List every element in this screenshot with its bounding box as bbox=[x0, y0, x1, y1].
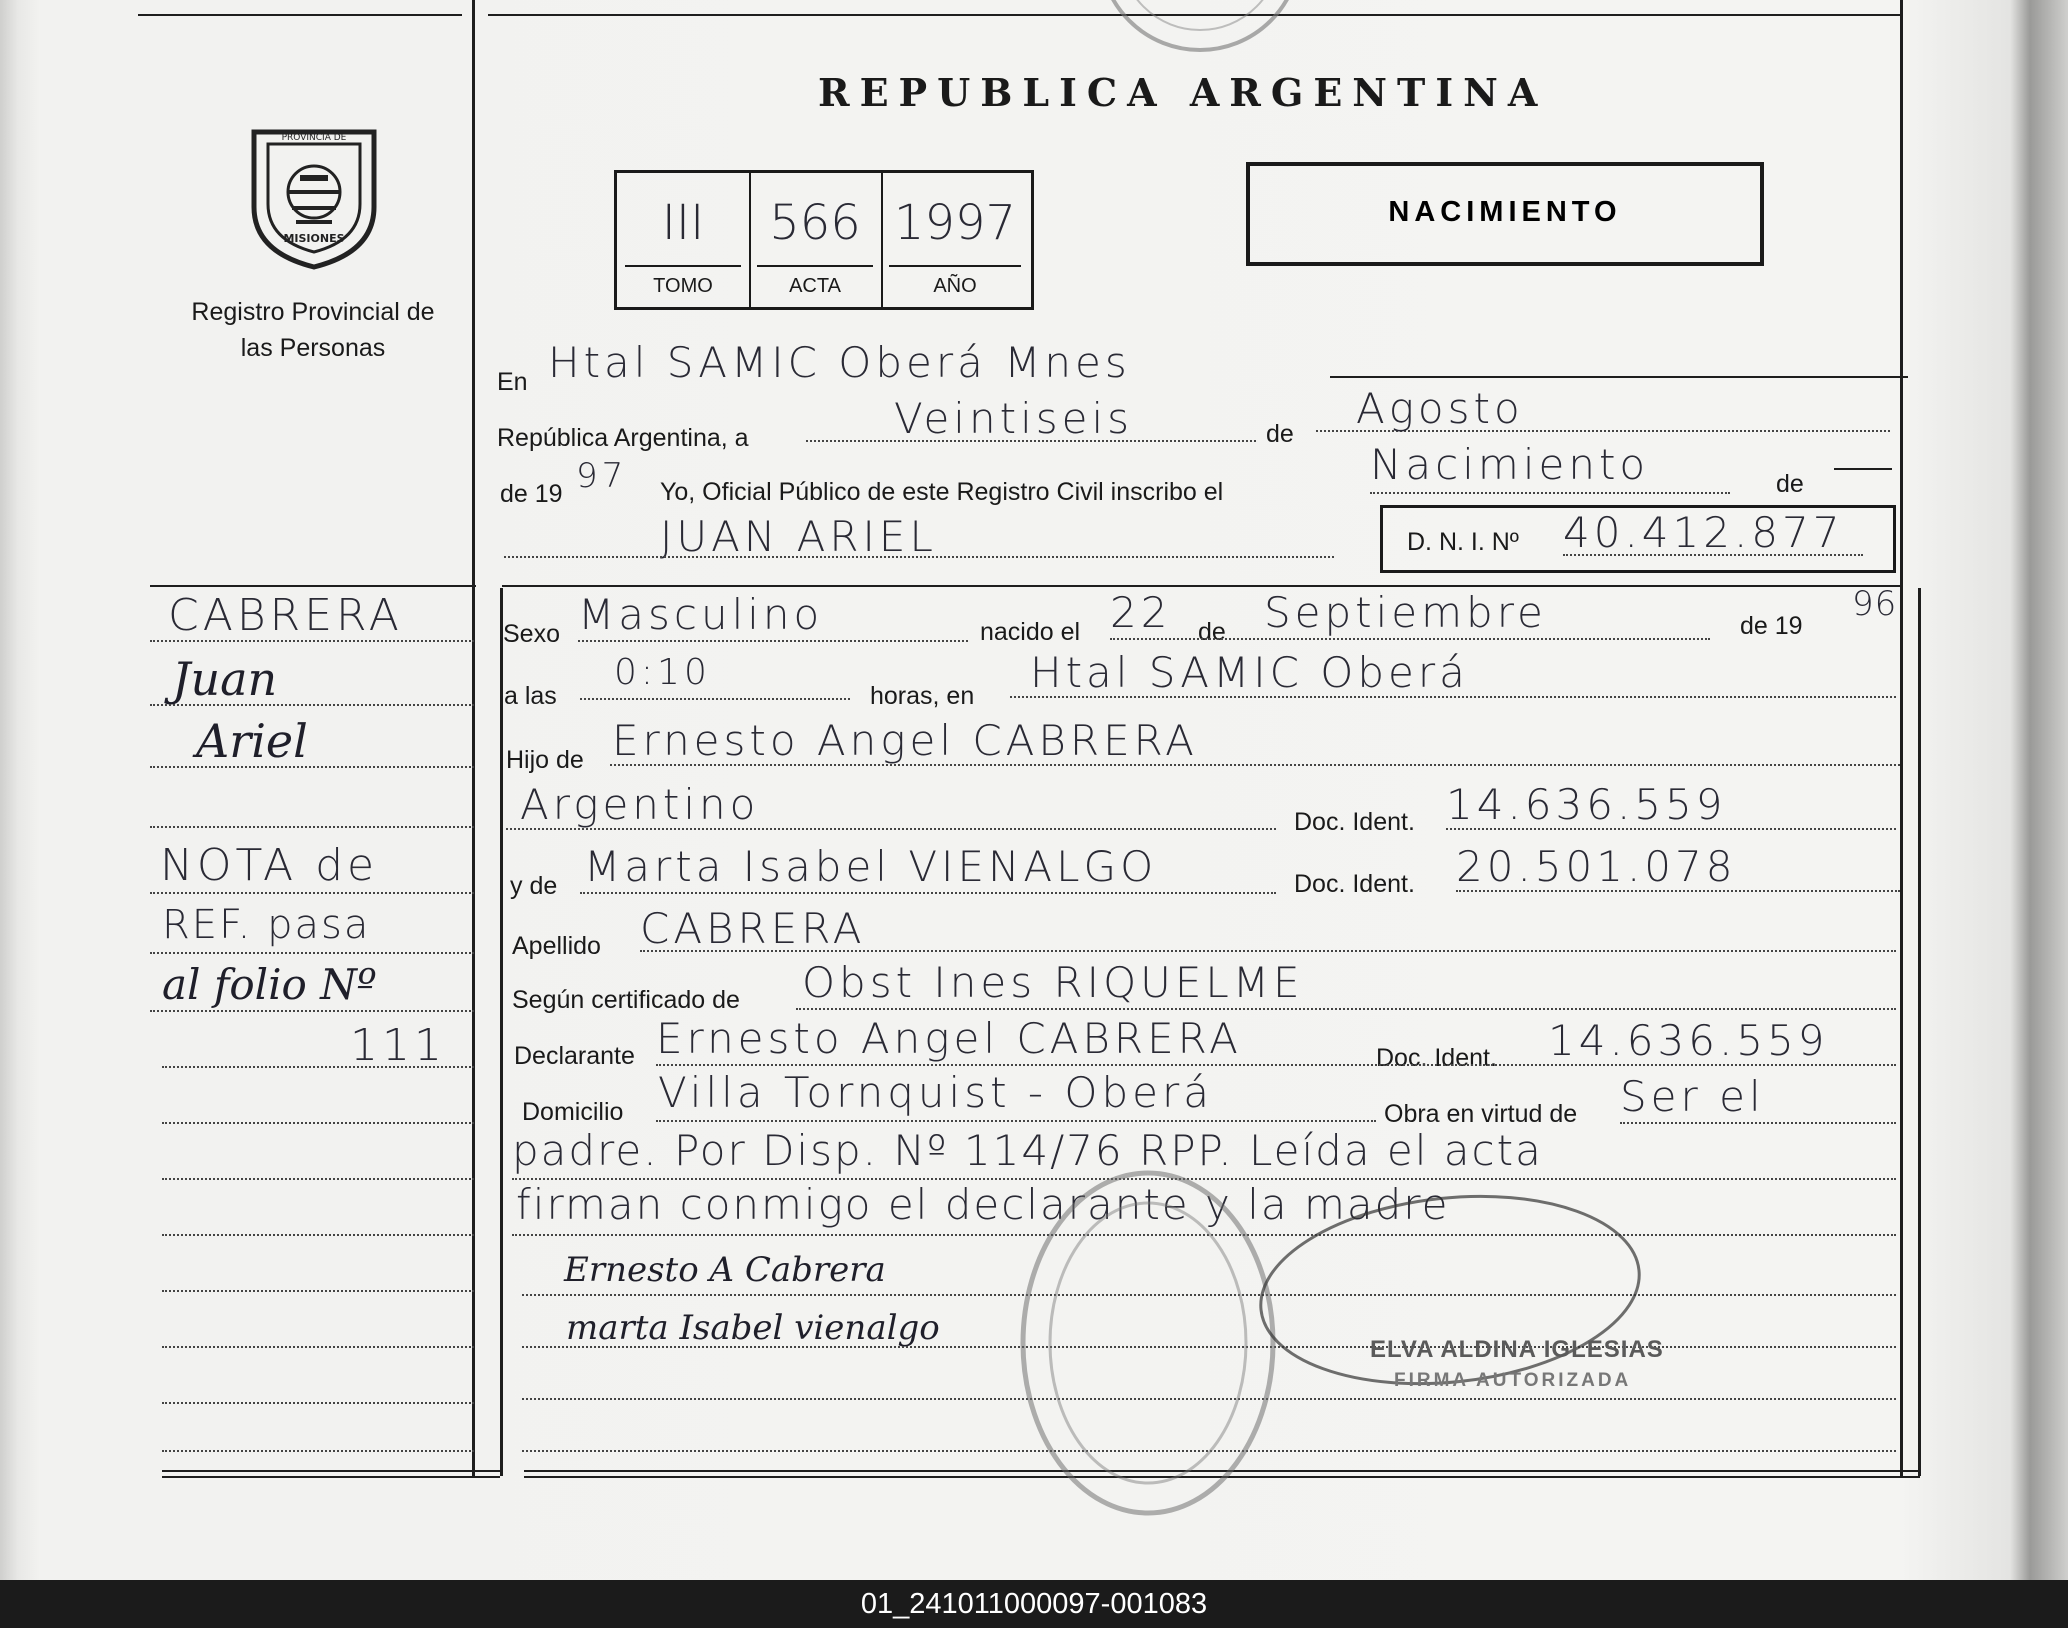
margin-note-4: 111 bbox=[350, 1020, 446, 1071]
stamp-role: FIRMA AUTORIZADA bbox=[1394, 1370, 1632, 1391]
acta-value: 566 bbox=[769, 195, 861, 251]
dots-nacimiento bbox=[1110, 638, 1710, 640]
volume-box bbox=[614, 170, 1034, 310]
dots-sexo bbox=[578, 640, 968, 642]
dots-madre-doc bbox=[1456, 890, 1900, 892]
dots-madre bbox=[580, 892, 1276, 894]
value-madre: Marta Isabel VIENALGO bbox=[584, 842, 1158, 891]
label-nacido-el: nacido el bbox=[980, 618, 1081, 646]
anio-label: AÑO bbox=[933, 275, 977, 297]
value-texto-2: firman conmigo el declarante y la madre bbox=[516, 1180, 1450, 1229]
country-title: REPUBLICA ARGENTINA bbox=[818, 70, 1548, 115]
line-lugar bbox=[1330, 376, 1908, 378]
anio-cell bbox=[881, 173, 1029, 307]
value-declarante: Ernesto Angel CABRERA bbox=[656, 1014, 1242, 1063]
tomo-cell bbox=[617, 173, 751, 307]
value-domicilio: Villa Tornquist - Oberá bbox=[658, 1068, 1213, 1117]
acta-underline bbox=[757, 265, 873, 267]
value-mes-inscripcion: Agosto bbox=[1356, 384, 1524, 433]
label-sexo: Sexo bbox=[503, 620, 560, 648]
value-madre-doc: 20.501.078 bbox=[1456, 842, 1737, 891]
value-declarante-doc: 14.636.559 bbox=[1548, 1016, 1829, 1065]
dots-hora bbox=[580, 698, 850, 700]
value-hora: 0:10 bbox=[614, 652, 711, 693]
acta-label: ACTA bbox=[789, 275, 841, 297]
value-apellido: CABRERA bbox=[640, 904, 866, 953]
dots-certificado bbox=[796, 1008, 1896, 1010]
label-doc-ident-3: Doc. Ident. bbox=[1376, 1044, 1497, 1072]
section-rule-left bbox=[150, 585, 476, 587]
inner-left-border bbox=[500, 588, 503, 1476]
dots-lugar-nacimiento bbox=[1010, 696, 1896, 698]
act-type-label: NACIMIENTO bbox=[1388, 196, 1622, 228]
margin-dots-7 bbox=[150, 1010, 474, 1012]
label-doc-ident-2: Doc. Ident. bbox=[1294, 870, 1415, 898]
margin-dots-9 bbox=[162, 1122, 474, 1124]
margin-dots-15 bbox=[162, 1450, 474, 1452]
label-segun-certificado: Según certificado de bbox=[512, 986, 740, 1014]
value-dia-inscripcion: Veintiseis bbox=[894, 394, 1134, 443]
margin-dots-6 bbox=[150, 952, 474, 954]
label-hijo-de: Hijo de bbox=[506, 746, 584, 774]
value-sexo: Masculino bbox=[578, 590, 824, 639]
value-dni: 40.412.877 bbox=[1563, 508, 1844, 557]
label-y-de: y de bbox=[510, 872, 558, 900]
left-column-border bbox=[472, 0, 475, 1476]
value-obra-en-virtud: Ser el bbox=[1620, 1072, 1765, 1121]
margin-dots-4 bbox=[150, 826, 474, 828]
label-obra-en-virtud: Obra en virtud de bbox=[1384, 1100, 1578, 1128]
margin-dots-1 bbox=[150, 640, 474, 642]
label-yo-oficial: Yo, Oficial Público de este Registro Civil inscribo el bbox=[660, 478, 1224, 506]
registry-name: Registro Provincial de las Personas bbox=[191, 298, 435, 362]
margin-note-1: NOTA de bbox=[160, 840, 379, 891]
label-de-19-b: de 19 bbox=[1740, 612, 1803, 640]
tomo-underline bbox=[625, 265, 741, 267]
act-type-box bbox=[1246, 162, 1764, 266]
margin-dots-13 bbox=[162, 1346, 474, 1348]
label-en: En bbox=[497, 368, 528, 396]
value-padre-doc: 14.636.559 bbox=[1446, 780, 1727, 829]
margin-dots-10 bbox=[162, 1178, 474, 1180]
label-de-2: de bbox=[1776, 470, 1804, 498]
tomo-value: III bbox=[661, 195, 705, 251]
margin-surname: CABRERA bbox=[168, 590, 403, 641]
margin-dots-5 bbox=[150, 892, 474, 894]
label-declarante: Declarante bbox=[514, 1042, 635, 1070]
margin-dots-11 bbox=[162, 1234, 474, 1236]
value-padre: Ernesto Angel CABRERA bbox=[612, 716, 1198, 765]
margin-dots-2 bbox=[150, 704, 474, 706]
dots-padre bbox=[610, 764, 1900, 766]
label-dni: D. N. I. Nº bbox=[1407, 528, 1519, 556]
line-de-2 bbox=[1834, 468, 1892, 470]
margin-name-1: Juan bbox=[172, 652, 278, 706]
dots-dni bbox=[1563, 554, 1863, 556]
right-border bbox=[1900, 0, 1903, 1476]
value-certificado: Obst Ines RIQUELME bbox=[802, 958, 1304, 1007]
dots-nombre bbox=[504, 556, 1334, 558]
dots-obra bbox=[1620, 1122, 1896, 1124]
value-tipo-inscripcion: Nacimiento bbox=[1370, 440, 1650, 489]
label-apellido: Apellido bbox=[512, 932, 601, 960]
value-texto-1: padre. Por Disp. Nº 114/76 RPP. Leída el acta bbox=[512, 1126, 1543, 1175]
margin-dots-3 bbox=[150, 766, 474, 768]
label-a-las: a las bbox=[504, 682, 557, 710]
signature-padre: Ernesto A Cabrera bbox=[564, 1250, 886, 1290]
anio-value: 1997 bbox=[893, 195, 1017, 251]
label-doc-ident-1: Doc. Ident. bbox=[1294, 808, 1415, 836]
value-lugar: Htal SAMIC Oberá Mnes bbox=[548, 338, 1131, 387]
signature-madre: marta Isabel vienalgo bbox=[566, 1308, 940, 1348]
anio-underline bbox=[889, 265, 1021, 267]
stamp-name: ELVA ALDINA IGLESIAS bbox=[1370, 1336, 1664, 1363]
emblem-top-text: PROVINCIA DE bbox=[281, 133, 347, 143]
margin-dots-12 bbox=[162, 1290, 474, 1292]
inner-right-border bbox=[1918, 588, 1921, 1476]
dni-box bbox=[1380, 505, 1896, 573]
label-republica: República Argentina, a bbox=[497, 424, 749, 452]
dots-tipo bbox=[1370, 492, 1730, 494]
label-de-3: de bbox=[1198, 618, 1226, 646]
margin-dots-14 bbox=[162, 1402, 474, 1404]
acta-cell bbox=[749, 173, 883, 307]
dots-domicilio bbox=[656, 1120, 1376, 1122]
dots-padre-doc bbox=[1446, 828, 1896, 830]
dots-apellido bbox=[640, 950, 1896, 952]
value-anio-nacimiento: 96 bbox=[1852, 584, 1898, 624]
value-lugar-nacimiento: Htal SAMIC Oberá bbox=[1030, 648, 1469, 697]
margin-note-3: al folio Nº bbox=[162, 960, 377, 1009]
value-dia-nacimiento: 22 bbox=[1110, 588, 1172, 637]
label-horas-en: horas, en bbox=[870, 682, 975, 710]
value-anio-inscripcion: 97 bbox=[576, 456, 628, 496]
top-rule-left bbox=[138, 14, 462, 16]
margin-note-2: REF. pasa bbox=[162, 902, 371, 948]
value-mes-nacimiento: Septiembre bbox=[1264, 588, 1547, 637]
value-nombre: JUAN ARIEL bbox=[660, 512, 937, 561]
dots-declarante bbox=[656, 1064, 1896, 1066]
emblem-bottom-text: MISIONES bbox=[283, 232, 345, 245]
dots-nacionalidad bbox=[506, 828, 1276, 830]
bottom-rule-left bbox=[162, 1470, 500, 1472]
image-code-footer: 01_241011000097-001083 bbox=[860, 1587, 1208, 1620]
bottom-rule-left-2 bbox=[162, 1476, 500, 1478]
margin-name-2: Ariel bbox=[196, 714, 308, 768]
label-de-1: de bbox=[1266, 420, 1294, 448]
label-de-19: de 19 bbox=[500, 480, 563, 508]
provincial-emblem-icon bbox=[234, 112, 394, 272]
section-rule-right bbox=[502, 585, 1900, 587]
tomo-label: TOMO bbox=[653, 275, 713, 297]
value-nacionalidad: Argentino bbox=[520, 780, 760, 829]
margin-dots-8 bbox=[162, 1066, 474, 1068]
top-seal-stamp bbox=[1090, 0, 1310, 80]
label-domicilio: Domicilio bbox=[522, 1098, 624, 1126]
